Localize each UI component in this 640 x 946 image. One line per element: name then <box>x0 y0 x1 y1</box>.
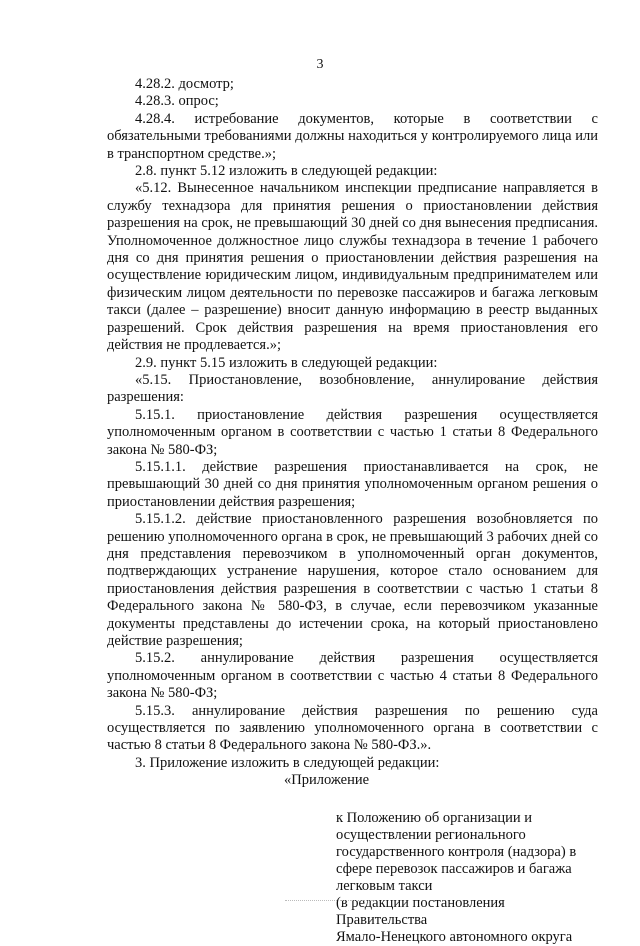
paragraph-5-15-2: 5.15.2. аннулирование действия разрешения осуществляется уполномоченным органом в соответствии с частью 4 статьи 8 Федерального закона № 580-ФЗ; <box>107 650 598 702</box>
appendix-title: «Приложение <box>284 772 370 789</box>
appendix-line: (в редакции постановления Правительства <box>336 894 505 928</box>
paragraph-4-28-4: 4.28.4. истребование документов, которые в соответствии с обязательными требованиями должны находиться у контролируемого лица или в транспортном средстве.»; <box>107 110 598 162</box>
appendix-reference <box>336 810 598 946</box>
scan-edge-mark <box>285 899 375 901</box>
appendix-line: сфере перевозок пассажиров и багажа <box>336 860 572 877</box>
paragraph-4-28-2: 4.28.2. досмотр; <box>135 76 234 92</box>
appendix-line: государственного контроля (надзора) в <box>336 843 577 860</box>
page-number: 3 <box>316 57 324 72</box>
appendix-line: к Положению об организации и <box>336 809 533 826</box>
document-body <box>107 76 598 946</box>
paragraph-2-8: 2.8. пункт 5.12 изложить в следующей редакции: <box>135 163 438 180</box>
paragraph-3: 3. Приложение изложить в следующей редакции: <box>135 754 440 771</box>
appendix-line: осуществлении регионального <box>336 826 526 843</box>
paragraph-5-15-1-2: 5.15.1.2. действие приостановленного разрешения возобновляется по решению уполномоченного органа в срок, не превышающий 3 рабочих дней со дня представления перевозчиком в уполномоченный орган документов, подтверждающих устранение нарушения, которое стало основанием для приостановления действия разрешения в соответствии с частью 1 статьи 8 Федерального закона № 580-ФЗ, в случае, если перевозчиком указанные документы представлены до истечении срока, на который приостановлено действие разрешения; <box>107 511 598 649</box>
paragraph-5-15-1-1: 5.15.1.1. действие разрешения приостанавливается на срок, не превышающий 30 дней со дня принятия уполномоченным органом решения о приостановлении действия разрешения; <box>107 458 598 510</box>
appendix-line: Ямало-Ненецкого автономного округа <box>336 928 573 945</box>
paragraph-5-12: «5.12. Вынесенное начальником инспекции предписание направляется в службу технадзора для принятия решения о приостановлении действия разрешения на срок, не превышающий 30 дней со дня вынесения предписания. Уполномоченное должностное лицо службы технадзора в течение 1 рабочего дня со дня принятия решения о приостановлении действия разрешения на осуществление юридическим лицом, индивидуальным предпринимателем или физическим лицом деятельности по перевозке пассажиров и багажа легковым такси (далее – разрешение) вносит данную информацию в реестр выданных разрешений. Срок действия разрешения на время приостановления его действия не продлевается.»; <box>107 180 599 354</box>
appendix-line: легковым такси <box>336 877 433 894</box>
paragraph-5-15: «5.15. Приостановление, возобновление, аннулирование действия разрешения: <box>107 371 598 406</box>
paragraph-5-15-3: 5.15.3. аннулирование действия разрешения по решению суда осуществляется по заявлению уполномоченного органа в соответствии с частью 8 статьи 8 Федерального закона № 580-ФЗ.». <box>107 702 598 754</box>
paragraph-5-15-1: 5.15.1. приостановление действия разрешения осуществляется уполномоченным органом в соответствии с частью 1 статьи 8 Федерального закона № 580-ФЗ; <box>107 406 598 458</box>
paragraph-2-9: 2.9. пункт 5.15 изложить в следующей редакции: <box>135 354 438 371</box>
paragraph-4-28-3: 4.28.3. опрос; <box>135 93 219 110</box>
